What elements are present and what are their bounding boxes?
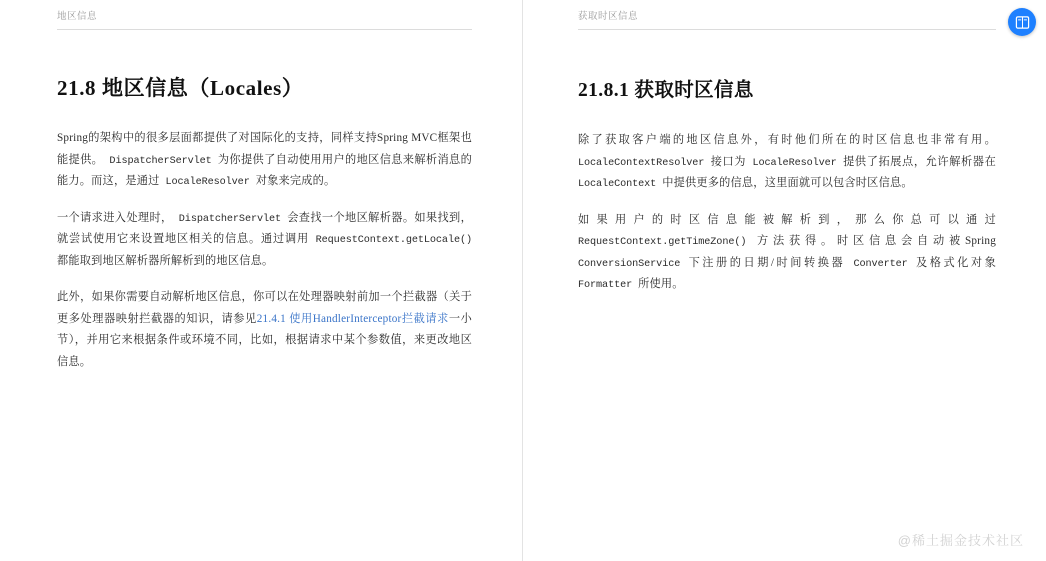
paragraph xyxy=(57,287,472,373)
text-run: 所使用。 xyxy=(638,278,684,291)
inline-code: DispatcherServlet xyxy=(103,155,218,167)
text-run: 一小节），并用它来根据条件或环境不同，比如，根据请求中某个参数值，来更改地区信息。 xyxy=(57,312,472,368)
text-run: 都能取到地区解析器所解析到的地区信息。 xyxy=(57,254,274,267)
inline-code: ConversionService xyxy=(578,258,689,270)
paragraph xyxy=(57,208,472,273)
inline-code: RequestContext.getLocale() xyxy=(309,235,472,247)
text-run: 为你提供了自动使用用户的地区信息来解析消息的能力。而这，是通过 xyxy=(57,153,472,188)
text-run: 及格式化对象 xyxy=(916,256,996,269)
inline-code: Formatter xyxy=(578,280,639,292)
inline-code: LocaleResolver xyxy=(159,177,256,189)
page-right xyxy=(523,0,1046,561)
text-run: 提供了拓展点，允许解析器在 xyxy=(843,155,996,168)
running-head-left: 地区信息 xyxy=(57,8,472,30)
paragraph xyxy=(578,210,996,296)
inline-code: LocaleResolver xyxy=(746,157,844,169)
page-left-content xyxy=(0,0,522,561)
inline-code: LocaleContext xyxy=(578,179,663,191)
body-left xyxy=(57,128,472,373)
inline-code: LocaleContextResolver xyxy=(578,157,711,169)
text-run: 对象来完成的。 xyxy=(255,175,336,188)
page-title-right: 21.8.1 获取时区信息 xyxy=(578,80,754,101)
text-run: 如果用户的时区信息能被解析到，那么你总可以通过 xyxy=(578,213,996,226)
text-run: 中提供更多的信息，这里面就可以包含时区信息。 xyxy=(662,177,913,190)
inline-code: DispatcherServlet xyxy=(172,213,288,225)
text-run: 会查找一个地区解析器。如果找到，就尝试使用它来设置地区相关的信息。通过调用 xyxy=(57,211,472,246)
cross-reference-link[interactable]: 21.4.1 使用HandlerInterceptor拦截请求 xyxy=(256,312,449,325)
watermark: @稀土掘金技术社区 xyxy=(897,533,1024,548)
body-right xyxy=(578,130,996,296)
paragraph xyxy=(578,130,996,195)
page-title-left: 21.8 地区信息（Locales） xyxy=(57,76,304,100)
text-run: Spring的架构中的很多层面都提供了对国际化的支持，同样支持Spring MVC框架也能提供。 xyxy=(57,132,472,166)
inline-code: Converter xyxy=(845,258,916,270)
inline-code: RequestContext.getTimeZone() xyxy=(578,237,757,249)
paragraph xyxy=(57,128,472,193)
page-right-content xyxy=(523,0,1046,561)
text-run: 接口为 xyxy=(710,155,747,168)
text-run: 除了获取客户端的地区信息外，有时他们所在的时区信息也非常有用。 xyxy=(578,134,996,146)
text-run: 下注册的日期/时间转换器 xyxy=(688,256,846,269)
running-head-right: 获取时区信息 xyxy=(578,8,996,30)
text-run: 方法获得。时区信息会自动被Spring xyxy=(757,235,996,248)
text-run: 一个请求进入处理时， xyxy=(57,211,173,224)
book-icon[interactable] xyxy=(1008,8,1036,36)
text-run: 此外，如果你需要自动解析地区信息，你可以在处理器映射前加一个拦截器（关于更多处理器映射拦截器的知识，请参见 xyxy=(57,291,472,325)
